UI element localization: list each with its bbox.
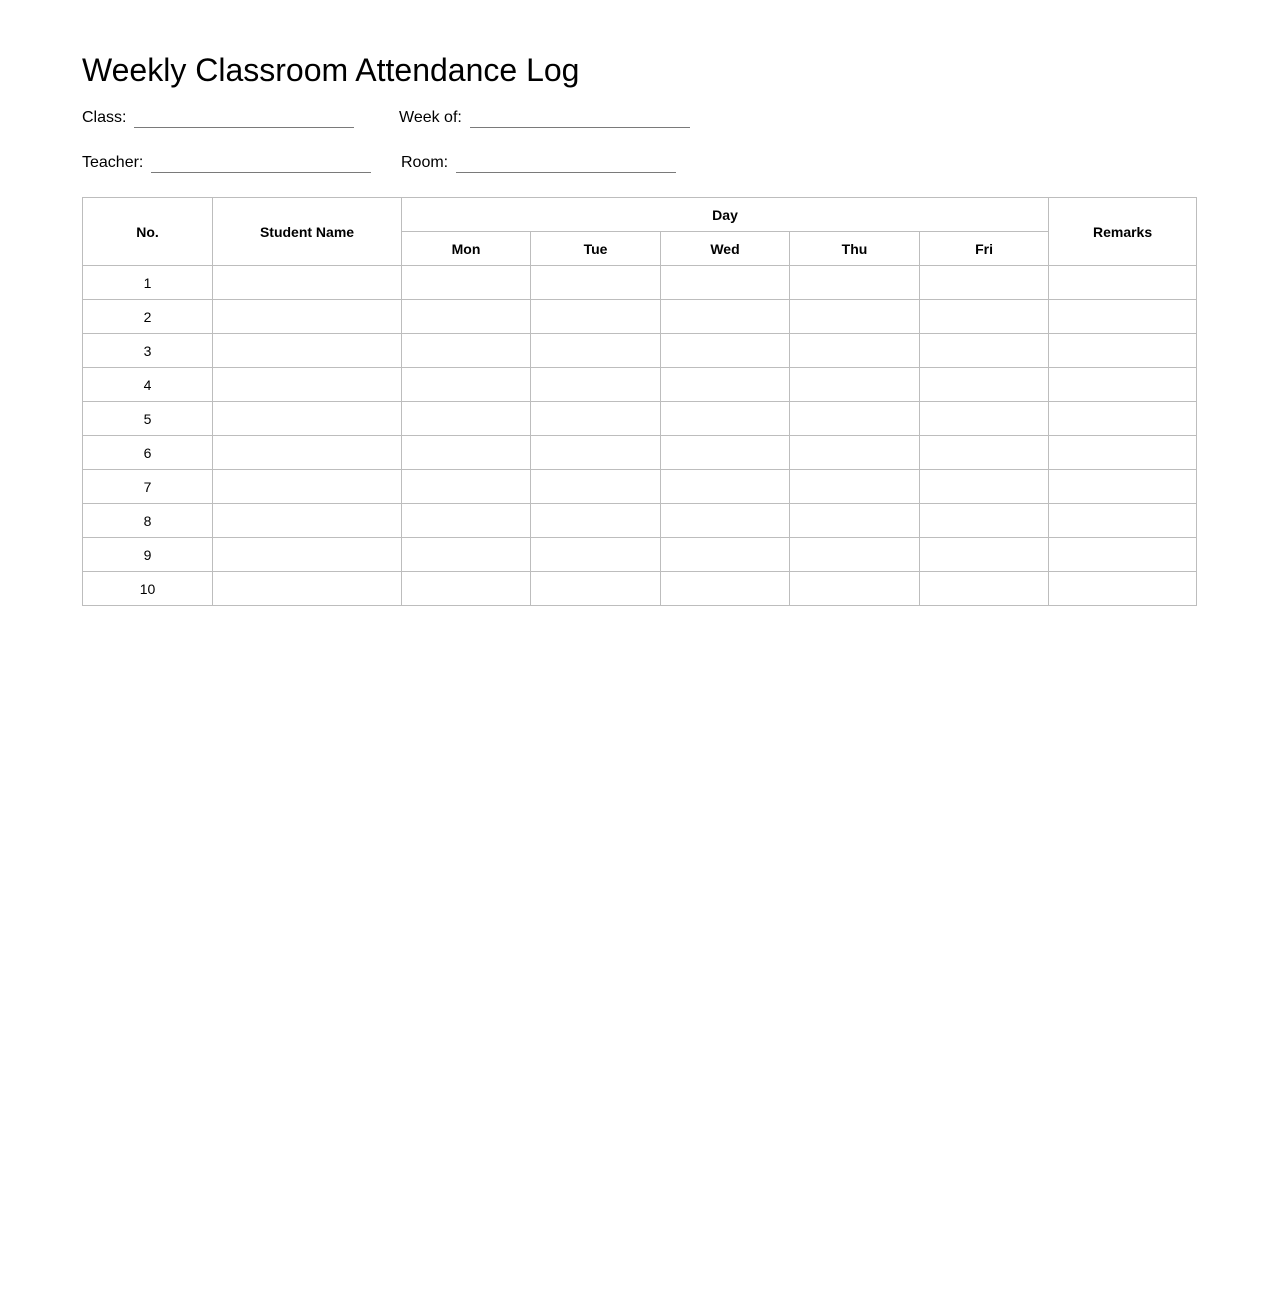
table-row [83,436,1197,470]
row-number: 10 [83,572,213,606]
fri-cell[interactable] [920,572,1049,606]
wed-cell[interactable] [661,368,790,402]
remarks-cell[interactable] [1049,436,1197,470]
wed-cell[interactable] [661,334,790,368]
fri-cell[interactable] [920,470,1049,504]
row-number: 5 [83,402,213,436]
fri-cell[interactable] [920,300,1049,334]
tue-cell[interactable] [531,504,661,538]
row-number: 1 [83,266,213,300]
table-row [83,470,1197,504]
teacher-input-line[interactable] [151,172,371,173]
row-number: 8 [83,504,213,538]
row-number: 9 [83,538,213,572]
thu-cell[interactable] [790,436,920,470]
mon-cell[interactable] [402,334,531,368]
thu-cell[interactable] [790,300,920,334]
remarks-cell[interactable] [1049,538,1197,572]
remarks-cell[interactable] [1049,470,1197,504]
table-row [83,504,1197,538]
fri-cell[interactable] [920,368,1049,402]
thu-cell[interactable] [790,334,920,368]
fri-cell[interactable] [920,334,1049,368]
class-input-line[interactable] [134,127,354,128]
wed-cell[interactable] [661,538,790,572]
row-number: 6 [83,436,213,470]
header-wed: Wed [661,232,790,266]
thu-cell[interactable] [790,266,920,300]
student-name-cell[interactable] [213,334,402,368]
remarks-cell[interactable] [1049,402,1197,436]
header-thu: Thu [790,232,920,266]
mon-cell[interactable] [402,436,531,470]
wed-cell[interactable] [661,402,790,436]
remarks-cell[interactable] [1049,266,1197,300]
row-number: 4 [83,368,213,402]
wed-cell[interactable] [661,470,790,504]
thu-cell[interactable] [790,538,920,572]
tue-cell[interactable] [531,470,661,504]
wed-cell[interactable] [661,266,790,300]
week-of-label: Week of: [399,109,462,126]
fri-cell[interactable] [920,538,1049,572]
table-row [83,402,1197,436]
fri-cell[interactable] [920,266,1049,300]
student-name-cell[interactable] [213,368,402,402]
header-fields-row-1 [82,106,882,130]
tue-cell[interactable] [531,266,661,300]
mon-cell[interactable] [402,538,531,572]
student-name-cell[interactable] [213,266,402,300]
remarks-cell[interactable] [1049,572,1197,606]
tue-cell[interactable] [531,436,661,470]
student-name-cell[interactable] [213,436,402,470]
tue-cell[interactable] [531,334,661,368]
mon-cell[interactable] [402,470,531,504]
table-row [83,538,1197,572]
table-header-row [83,198,1197,232]
wed-cell[interactable] [661,572,790,606]
row-number: 2 [83,300,213,334]
tue-cell[interactable] [531,538,661,572]
wed-cell[interactable] [661,300,790,334]
header-fri: Fri [920,232,1049,266]
row-number: 3 [83,334,213,368]
student-name-cell[interactable] [213,402,402,436]
student-name-cell[interactable] [213,538,402,572]
week-of-input-line[interactable] [470,127,690,128]
class-label: Class: [82,109,127,126]
header-fields-row-2 [82,151,882,175]
mon-cell[interactable] [402,266,531,300]
thu-cell[interactable] [790,572,920,606]
student-name-cell[interactable] [213,504,402,538]
student-name-cell[interactable] [213,300,402,334]
mon-cell[interactable] [402,572,531,606]
tue-cell[interactable] [531,368,661,402]
header-remarks: Remarks [1049,198,1197,266]
mon-cell[interactable] [402,300,531,334]
page-title: Weekly Classroom Attendance Log [82,52,580,88]
header-no: No. [83,198,213,266]
table-row [83,300,1197,334]
thu-cell[interactable] [790,402,920,436]
room-label: Room: [401,154,449,171]
remarks-cell[interactable] [1049,334,1197,368]
thu-cell[interactable] [790,368,920,402]
tue-cell[interactable] [531,300,661,334]
wed-cell[interactable] [661,436,790,470]
table-row [83,334,1197,368]
table-row [83,572,1197,606]
attendance-table [82,197,1197,606]
row-number: 7 [83,470,213,504]
room-input-line[interactable] [456,172,676,173]
wed-cell[interactable] [661,504,790,538]
header-mon: Mon [402,232,531,266]
student-name-cell[interactable] [213,470,402,504]
mon-cell[interactable] [402,504,531,538]
fri-cell[interactable] [920,402,1049,436]
header-student-name: Student Name [213,198,402,266]
table-row [83,368,1197,402]
fri-cell[interactable] [920,504,1049,538]
teacher-label: Teacher: [82,154,144,171]
mon-cell[interactable] [402,402,531,436]
remarks-cell[interactable] [1049,300,1197,334]
mon-cell[interactable] [402,368,531,402]
table-row [83,266,1197,300]
header-day-group: Day [402,198,1049,232]
thu-cell[interactable] [790,470,920,504]
thu-cell[interactable] [790,504,920,538]
student-name-cell[interactable] [213,572,402,606]
fri-cell[interactable] [920,436,1049,470]
header-tue: Tue [531,232,661,266]
tue-cell[interactable] [531,572,661,606]
tue-cell[interactable] [531,402,661,436]
remarks-cell[interactable] [1049,504,1197,538]
remarks-cell[interactable] [1049,368,1197,402]
